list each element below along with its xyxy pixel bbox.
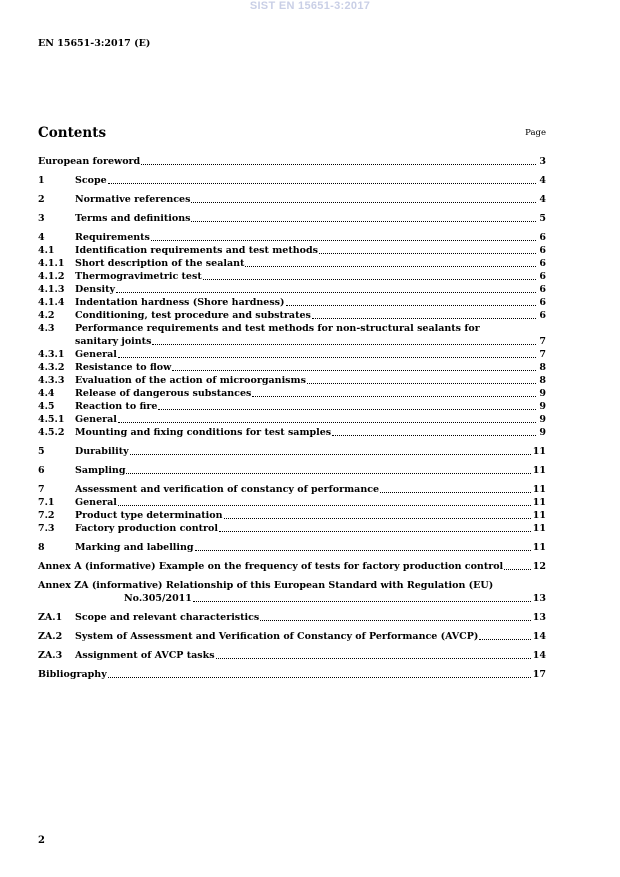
document-id: EN 15651-3:2017 (E) bbox=[38, 38, 151, 49]
toc-entry-number: 4.1 bbox=[38, 245, 55, 256]
toc-entry[interactable] bbox=[38, 669, 546, 681]
toc-entry-title: Thermogravimetric test bbox=[75, 271, 202, 282]
toc-entry-number: 7.1 bbox=[38, 497, 55, 508]
toc-entry-title: Reaction to fire bbox=[75, 401, 158, 412]
toc-entry[interactable] bbox=[38, 213, 546, 225]
toc-entry-title: Scope bbox=[75, 175, 107, 186]
toc-entry-page: 14 bbox=[532, 650, 546, 661]
toc-entry-annex[interactable] bbox=[38, 561, 546, 573]
dot-leader bbox=[312, 318, 536, 319]
toc-entry[interactable] bbox=[38, 497, 546, 509]
toc-entry[interactable] bbox=[38, 375, 546, 387]
toc-entry-number: 7.2 bbox=[38, 510, 55, 521]
toc-entry-title: General bbox=[75, 497, 117, 508]
toc-entry-page: 6 bbox=[539, 284, 546, 295]
toc-entry-title: Conditioning, test procedure and substrates bbox=[75, 310, 311, 321]
toc-entry-page: 11 bbox=[532, 446, 546, 457]
toc-entry-number: ZA.1 bbox=[38, 612, 63, 623]
dot-leader bbox=[332, 435, 536, 436]
dot-leader bbox=[118, 422, 536, 423]
toc-entry-number: 1 bbox=[38, 175, 45, 186]
toc-entry[interactable] bbox=[38, 542, 546, 554]
toc-entry[interactable] bbox=[38, 362, 546, 374]
toc-entry[interactable] bbox=[38, 612, 546, 624]
toc-entry-number: ZA.3 bbox=[38, 650, 63, 661]
dot-leader bbox=[191, 202, 536, 203]
toc-entry[interactable] bbox=[38, 523, 546, 535]
toc-entry-page: 8 bbox=[539, 375, 546, 386]
toc-entry-title: Assignment of AVCP tasks bbox=[75, 650, 215, 661]
dot-leader bbox=[118, 505, 531, 506]
toc-entry-page: 6 bbox=[539, 271, 546, 282]
toc-entry[interactable] bbox=[38, 194, 546, 206]
toc-entry-page: 13 bbox=[532, 612, 546, 623]
toc-entry-number: 7.3 bbox=[38, 523, 55, 534]
toc-entry-page: 6 bbox=[539, 245, 546, 256]
toc-entry-number: 5 bbox=[38, 446, 45, 457]
toc-entry[interactable] bbox=[38, 349, 546, 361]
dot-leader bbox=[172, 370, 536, 371]
dot-leader bbox=[108, 183, 536, 184]
toc-entry[interactable] bbox=[38, 650, 546, 662]
toc-entry[interactable] bbox=[38, 297, 546, 309]
toc-entry-title: Normative references bbox=[75, 194, 191, 205]
toc-entry-number: 2 bbox=[38, 194, 45, 205]
toc-entry-number: 7 bbox=[38, 484, 45, 495]
toc-entry-number: 8 bbox=[38, 542, 45, 553]
dot-leader bbox=[260, 620, 530, 621]
toc-entry-page: 11 bbox=[532, 510, 546, 521]
dot-leader bbox=[158, 409, 536, 410]
dot-leader bbox=[219, 531, 531, 532]
toc-entry[interactable] bbox=[38, 414, 546, 426]
toc-entry-title: Mounting and fixing conditions for test samples bbox=[75, 427, 332, 438]
dot-leader bbox=[380, 492, 531, 493]
toc-entry-number: 4.5 bbox=[38, 401, 55, 412]
toc-entry-title: General bbox=[75, 414, 117, 425]
toc-entry-page: 6 bbox=[539, 258, 546, 269]
toc-entry-title-continued: No.305/2011 bbox=[124, 593, 192, 604]
toc-entry[interactable] bbox=[38, 258, 546, 270]
toc-entry-page: 8 bbox=[539, 362, 546, 373]
toc-entry-title: Annex A (informative) Example on the frequency of tests for factory production control bbox=[38, 561, 504, 572]
toc-entry[interactable] bbox=[38, 388, 546, 400]
dot-leader bbox=[118, 357, 536, 358]
toc-entry[interactable] bbox=[38, 631, 546, 643]
dot-leader bbox=[286, 305, 536, 306]
toc-entry-number: 4.5.2 bbox=[38, 427, 65, 438]
toc-entry-page: 3 bbox=[539, 156, 546, 167]
dot-leader bbox=[224, 518, 531, 519]
toc-entry-number: 4.1.3 bbox=[38, 284, 65, 295]
toc-entry-number: 3 bbox=[38, 213, 45, 224]
toc-entry-page: 9 bbox=[539, 414, 546, 425]
toc-entry-title: Performance requirements and test methods for non-structural sealants for bbox=[75, 323, 480, 334]
toc-entry-page: 9 bbox=[539, 427, 546, 438]
toc-entry-number: 4.5.1 bbox=[38, 414, 65, 425]
toc-entry-title: Scope and relevant characteristics bbox=[75, 612, 260, 623]
toc-entry-title: Indentation hardness (Shore hardness) bbox=[75, 297, 285, 308]
toc-entry[interactable] bbox=[38, 427, 546, 439]
toc-entry-title: System of Assessment and Verification of Constancy of Performance (AVCP) bbox=[75, 631, 479, 642]
toc-entry-page: 17 bbox=[532, 669, 546, 680]
toc-entry[interactable] bbox=[38, 446, 546, 458]
dot-leader bbox=[245, 266, 536, 267]
toc-entry[interactable] bbox=[38, 284, 546, 296]
toc-entry[interactable] bbox=[38, 510, 546, 522]
toc-entry-number: 4.3.2 bbox=[38, 362, 65, 373]
dot-leader bbox=[126, 473, 530, 474]
dot-leader bbox=[191, 221, 536, 222]
toc-entry[interactable] bbox=[38, 465, 546, 477]
toc-entry-title: Evaluation of the action of microorganisms bbox=[75, 375, 306, 386]
toc-entry-title: Identification requirements and test methods bbox=[75, 245, 318, 256]
toc-entry-number: 6 bbox=[38, 465, 45, 476]
toc-entry[interactable] bbox=[38, 175, 546, 187]
toc-entry-page: 11 bbox=[532, 542, 546, 553]
dot-leader bbox=[152, 344, 536, 345]
toc-entry-page: 7 bbox=[539, 349, 546, 360]
toc-entry-number: ZA.2 bbox=[38, 631, 63, 642]
toc-entry-page: 11 bbox=[532, 497, 546, 508]
toc-entry-page: 4 bbox=[539, 175, 546, 186]
dot-leader bbox=[252, 396, 536, 397]
dot-leader bbox=[319, 253, 536, 254]
toc-entry-number: 4 bbox=[38, 232, 45, 243]
toc-entry-title: Durability bbox=[75, 446, 129, 457]
toc-entry-number: 4.4 bbox=[38, 388, 55, 399]
dot-leader bbox=[216, 658, 531, 659]
page-title: Contents bbox=[38, 125, 107, 141]
toc-entry-title: Requirements bbox=[75, 232, 150, 243]
toc-entry-number: 4.3.1 bbox=[38, 349, 65, 360]
dot-leader bbox=[116, 292, 536, 293]
toc-entry-title: Marking and labelling bbox=[75, 542, 194, 553]
toc-entry-page: 4 bbox=[539, 194, 546, 205]
toc-entry-page: 9 bbox=[539, 388, 546, 399]
dot-leader bbox=[141, 164, 536, 165]
toc-entry-title: Product type determination bbox=[75, 510, 223, 521]
toc-entry-title: General bbox=[75, 349, 117, 360]
toc-entry-number: 4.3.3 bbox=[38, 375, 65, 386]
toc-entry-title: Assessment and verification of constancy of performance bbox=[75, 484, 380, 495]
toc-entry-page: 13 bbox=[532, 593, 546, 604]
toc-entry-title: Release of dangerous substances bbox=[75, 388, 252, 399]
toc-entry-number: 4.2 bbox=[38, 310, 55, 321]
toc-entry[interactable] bbox=[38, 484, 546, 496]
toc-entry-annex[interactable] bbox=[38, 593, 546, 605]
toc-entry[interactable] bbox=[38, 271, 546, 283]
dot-leader bbox=[130, 454, 531, 455]
dot-leader bbox=[195, 550, 531, 551]
toc-entry[interactable] bbox=[38, 310, 546, 322]
page-number: 2 bbox=[38, 835, 45, 846]
toc-entry-title: Density bbox=[75, 284, 116, 295]
toc-entry-title: Sampling bbox=[75, 465, 126, 476]
toc-entry-page: 12 bbox=[532, 561, 546, 572]
watermark: SIST EN 15651-3:2017 bbox=[249, 0, 371, 12]
toc-entry-title: Short description of the sealant bbox=[75, 258, 245, 269]
toc-entry-page: 6 bbox=[539, 310, 546, 321]
dot-leader bbox=[203, 279, 536, 280]
toc-entry-heading-line[interactable] bbox=[38, 323, 546, 335]
toc-entry[interactable] bbox=[38, 336, 546, 348]
toc-entry-title: Factory production control bbox=[75, 523, 218, 534]
toc-entry-title: European foreword bbox=[38, 156, 141, 167]
toc-entry-title: Resistance to flow bbox=[75, 362, 172, 373]
dot-leader bbox=[108, 677, 531, 678]
toc-entry-title: Terms and definitions bbox=[75, 213, 191, 224]
toc-entry-number: 4.1.4 bbox=[38, 297, 65, 308]
page-column-label: Page bbox=[525, 128, 546, 138]
toc-entry-page: 14 bbox=[532, 631, 546, 642]
table-of-contents bbox=[38, 156, 546, 681]
toc-entry-page: 11 bbox=[532, 523, 546, 534]
toc-entry-heading-line[interactable]: Annex ZA (informative) Relationship of this European Standard with Regulation (EU) bbox=[38, 580, 494, 591]
toc-entry[interactable] bbox=[38, 232, 546, 244]
dot-leader bbox=[193, 601, 531, 602]
toc-entry-number: 4.1.2 bbox=[38, 271, 65, 282]
dot-leader bbox=[151, 240, 536, 241]
toc-entry-number: 4.3 bbox=[38, 323, 55, 334]
dot-leader bbox=[504, 569, 531, 570]
dot-leader bbox=[479, 639, 530, 640]
toc-entry-page: 11 bbox=[532, 484, 546, 495]
toc-entry-title-continued: sanitary joints bbox=[75, 336, 152, 347]
toc-entry-page: 9 bbox=[539, 401, 546, 412]
toc-entry-title: Bibliography bbox=[38, 669, 107, 680]
toc-entry[interactable] bbox=[38, 156, 546, 168]
toc-entry[interactable] bbox=[38, 245, 546, 257]
toc-entry-page: 11 bbox=[532, 465, 546, 476]
toc-entry-number: 4.1.1 bbox=[38, 258, 65, 269]
toc-entry[interactable] bbox=[38, 401, 546, 413]
toc-entry-page: 6 bbox=[539, 297, 546, 308]
toc-entry-page: 5 bbox=[539, 213, 546, 224]
dot-leader bbox=[307, 383, 536, 384]
toc-entry-page: 7 bbox=[539, 336, 546, 347]
toc-entry-page: 6 bbox=[539, 232, 546, 243]
